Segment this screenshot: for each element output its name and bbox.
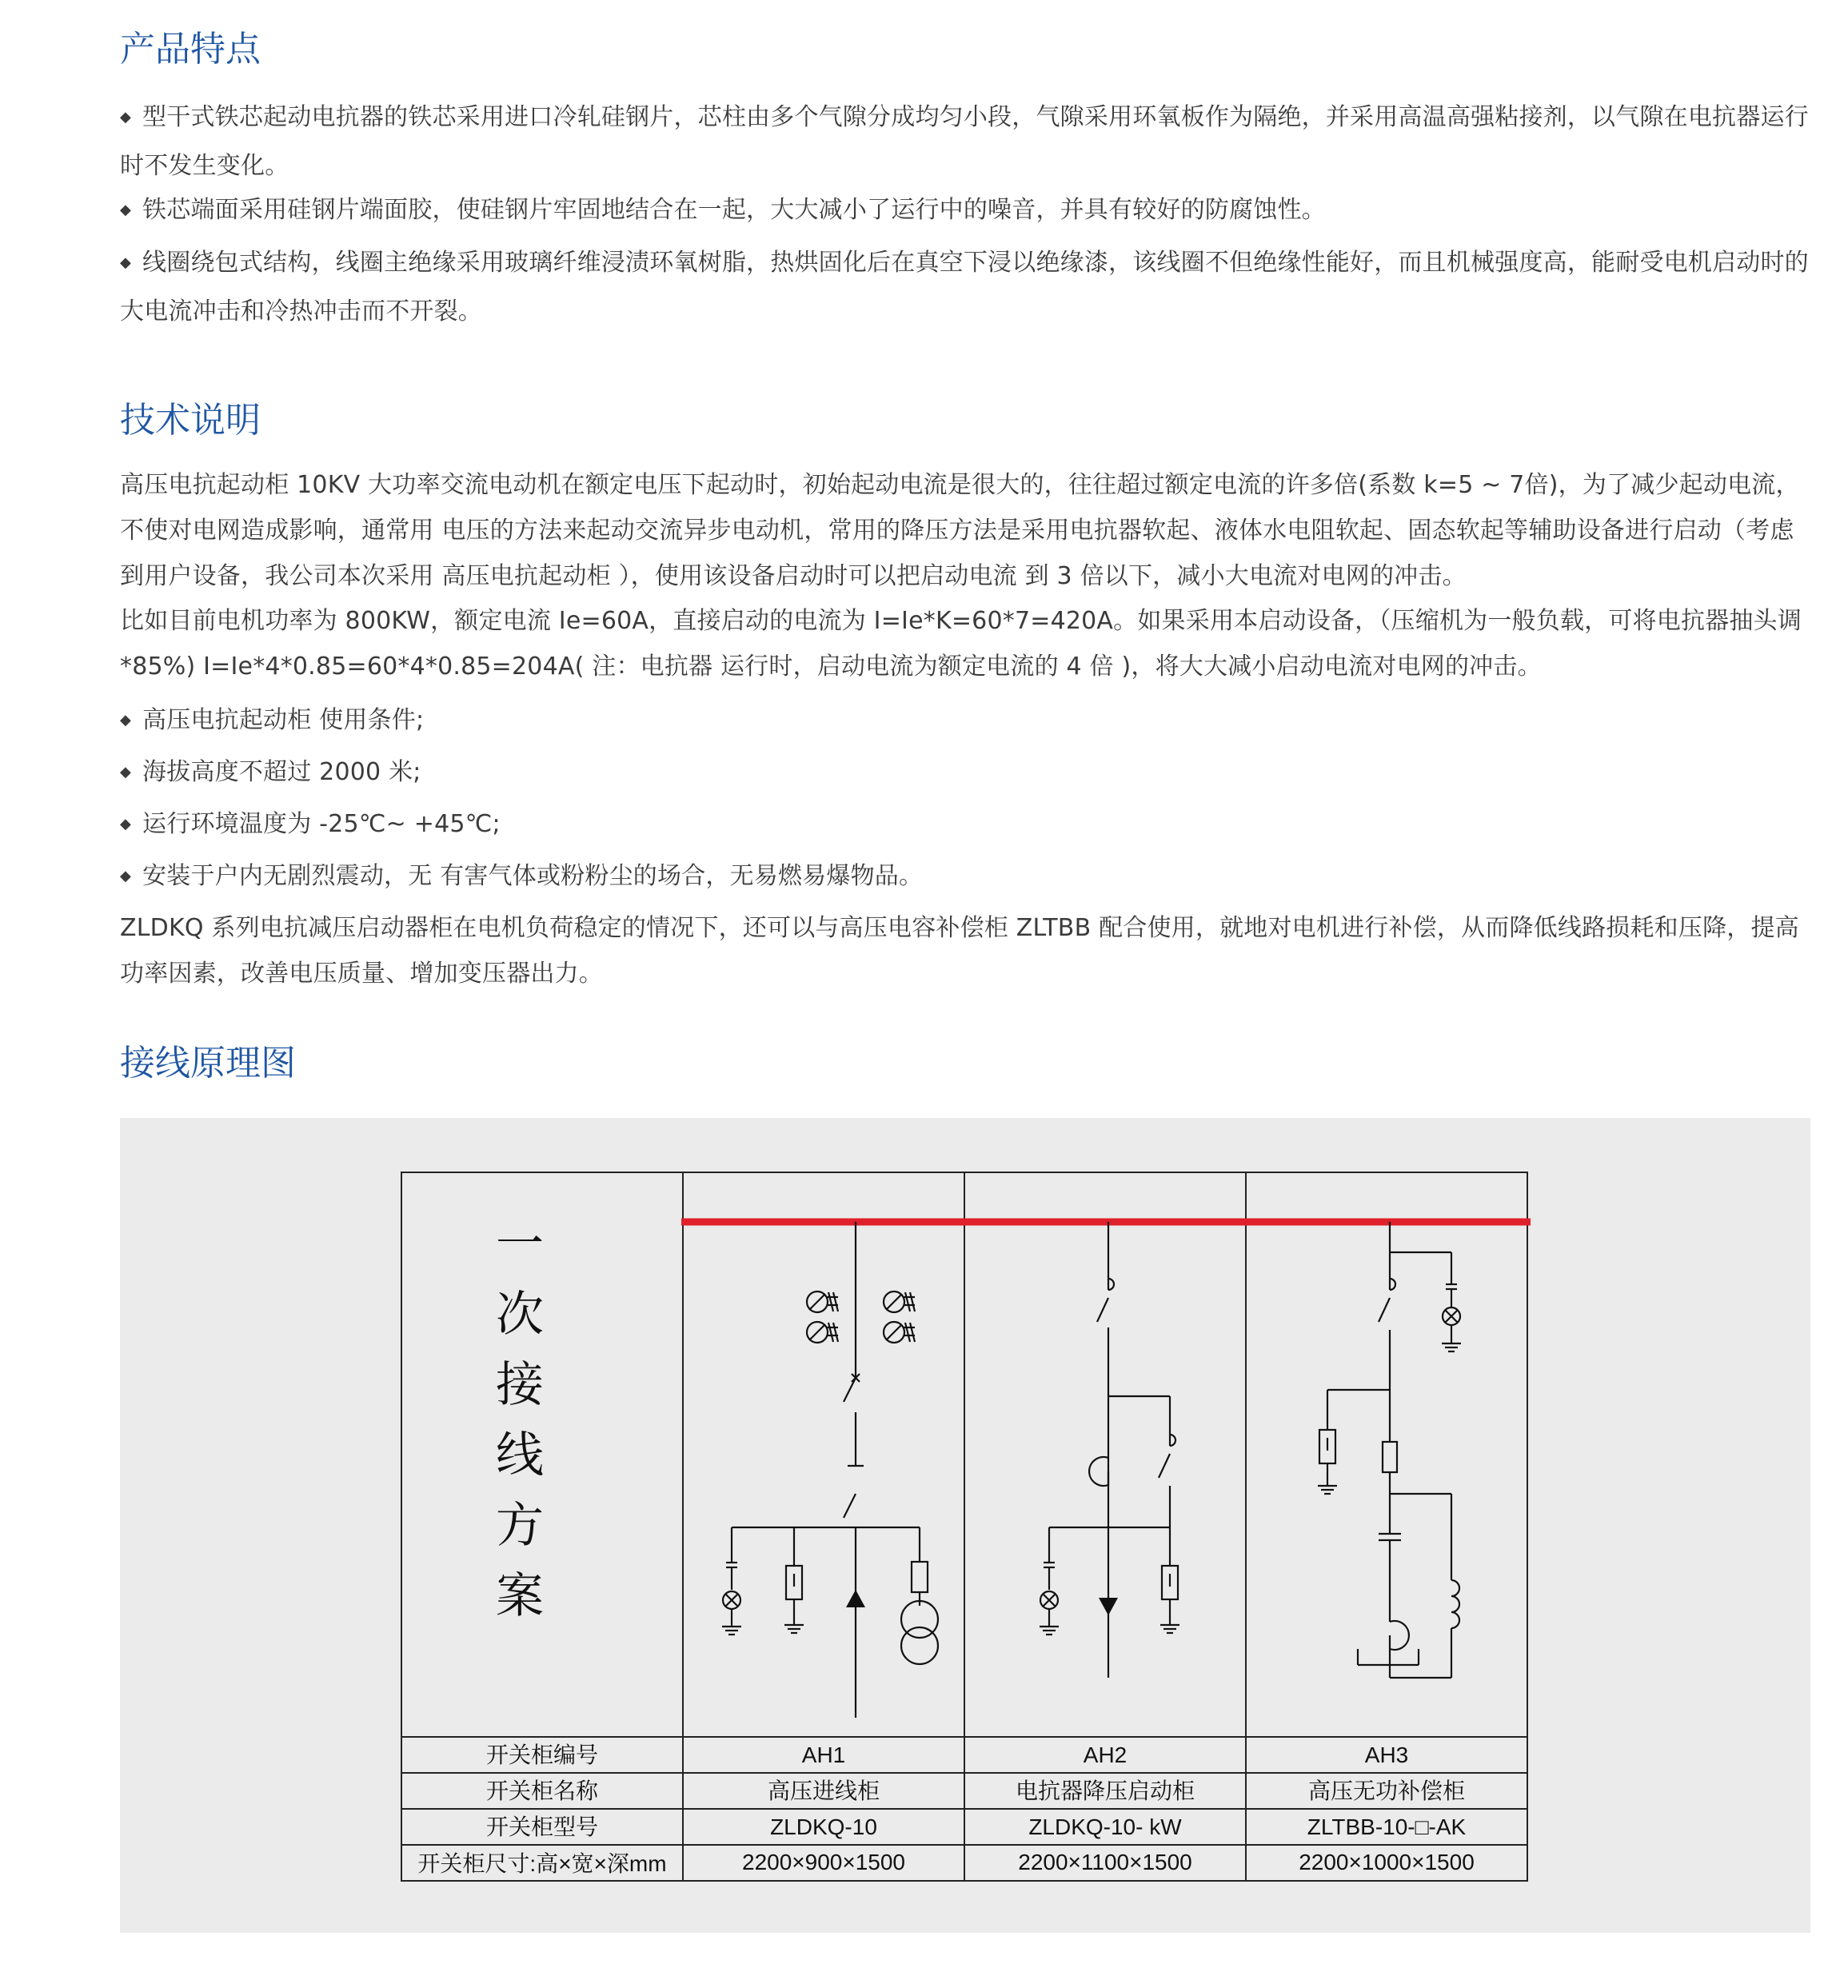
vertical-title	[496, 1216, 545, 1624]
tech-bullet: ◆ 安装于户内无剧烈震动，无 有害气体或粉粉尘的场合，无易燃易爆物品。	[120, 853, 1810, 902]
schematic-ah3	[1318, 1222, 1461, 1678]
table-cell: 2200×900×1500	[742, 1850, 905, 1874]
section-title-features: 产品特点	[120, 29, 261, 70]
vertical-char: 方	[496, 1498, 544, 1554]
table-cell: AH2	[1083, 1742, 1128, 1767]
table-cell: AH1	[801, 1742, 846, 1767]
table-cell: ZLTBB-10-□-AK	[1307, 1814, 1467, 1839]
table-cell: 2200×1100×1500	[1018, 1850, 1192, 1874]
table-cell: 高压进线柜	[767, 1778, 880, 1803]
vertical-char: 次	[496, 1287, 544, 1343]
tech-paragraph: ZLDKQ 系列电抗减压启动器柜在电机负荷稳定的情况下，还可以与高压电容补偿柜 ZLTBB 配合使用，就地对电机进行补偿，从而降低线路损耗和压降，提高功率因素，改善电压质量、增加变压器出力。	[120, 914, 1799, 988]
vertical-char: 接	[496, 1357, 544, 1413]
diagram-grid	[401, 1172, 1527, 1881]
table-cell: 电抗器降压启动柜	[1015, 1778, 1195, 1803]
arrow-up-icon	[846, 1590, 865, 1607]
arrow-down-icon	[1099, 1598, 1118, 1615]
tech-bullet: ◆ 运行环境温度为 -25℃~ +45℃;	[120, 801, 1810, 850]
table-cell: ZLDKQ-10	[770, 1814, 877, 1839]
row-header-name: 开关柜名称	[485, 1778, 599, 1803]
tech-bullet: ◆ 海拔高度不超过 2000 米;	[120, 749, 1810, 798]
feature-item: ◆ 型干式铁芯起动电抗器的铁芯采用进口冷轧硅钢片，芯柱由多个气隙分成均匀小段，气隙采用环氧板作为隔绝，并采用高温高强粘接剂，以气隙在电抗器运行时不发生变化。	[120, 94, 1810, 189]
vertical-char: 线	[496, 1427, 544, 1483]
table-cell: 高压无功补偿柜	[1307, 1778, 1466, 1803]
table-cell: ZLDKQ-10- kW	[1028, 1814, 1182, 1839]
table-cell: 2200×1000×1500	[1299, 1850, 1475, 1874]
vertical-char: 一	[496, 1216, 544, 1272]
vertical-char: 案	[496, 1568, 544, 1624]
schematic-ah1	[722, 1222, 938, 1718]
section-title-tech: 技术说明	[120, 400, 261, 441]
tech-bullet: ◆ 高压电抗起动柜 使用条件;	[120, 697, 1810, 746]
wiring-diagram	[120, 1118, 1810, 1933]
feature-item: ◆ 线圈绕包式结构，线圈主绝缘采用玻璃纤维浸渍环氧树脂，热烘固化后在真空下浸以绝缘漆，该线圈不但绝缘性能好，而且机械强度高，能耐受电机启动时的大电流冲击和冷热冲击而不开裂。	[120, 240, 1810, 334]
row-header-id: 开关柜编号	[485, 1742, 599, 1767]
row-header-size: 开关柜尺寸:高×宽×深mm	[417, 1851, 667, 1876]
feature-item: ◆ 铁芯端面采用硅钢片端面胶，使硅钢片牢固地结合在一起，大大减小了运行中的噪音，并具有较好的防腐蚀性。	[120, 187, 1810, 236]
section-title-wiring: 接线原理图	[120, 1043, 296, 1084]
row-header-model: 开关柜型号	[485, 1814, 599, 1839]
wiring-diagram-panel	[120, 1118, 1810, 1933]
tech-paragraph: 比如目前电机功率为 800KW，额定电流 Ie=60A，直接启动的电流为 I=Ie*K=60*7=420A。如果采用本启动设备，（压缩机为一般负载，可将电抗器抽头调*85%) I=Ie*4*0.85=60*4*0.85=204A( 注：电抗器 运行时，启动电流为额定电流的 4 倍 )，将大大减小启动电流对电网的冲击。	[120, 607, 1802, 681]
table-cell: AH3	[1364, 1742, 1409, 1767]
tech-paragraph: 高压电抗起动柜 10KV 大功率交流电动机在额定电压下起动时，初始起动电流是很大的，往往超过额定电流的许多倍(系数 k=5 ~ 7倍)，为了减少起动电流，不使对电网造成影响，通常用 电压的方法来起动交流异步电动机，常用的降压方法是采用电抗器软起、液体水电阻软起、固态软起等辅助设备进行启动（考虑到用户设备，我公司本次采用 高压电抗起动柜 ），使用该设备启动时可以把启动电流 到 3 倍以下，减小大电流对电网的冲击。	[120, 471, 1800, 590]
